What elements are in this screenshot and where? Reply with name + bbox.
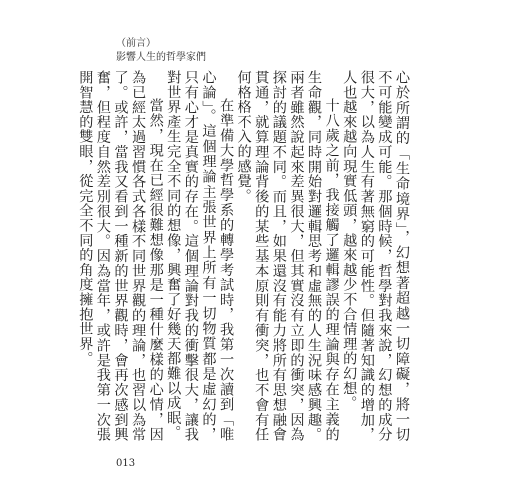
book-title: 影響人生的哲學家們: [116, 52, 206, 63]
body-text: [76, 70, 410, 442]
paragraph: 十八歲之前，我接觸了邏輯謬誤的理論與存在主義的生命觀，同時開始對邏輯思考和虛無的人生況味感興趣。兩者雖然說起來差異很大，但其實沒有立即的衝突，因為探討的議題不同。而且，如果還沒有能力將所有思想融會貫通，就算理論背後的某些基本原則有衝突，也不會有任何格格不入的感覺。: [235, 70, 340, 442]
section-label: （前言）: [116, 38, 156, 49]
page-number: 013: [116, 458, 136, 469]
paragraph: 當然，現在已經很難想像那是一種什麼樣的心情，因為已經太過習慣各式各樣不同世界觀的理論，也習以為常了。或許，當我又看到一種新的世界觀時，會再次感到興奮，但程度自然差別很大。因為當年，或許是我第一次張開智慧的雙眼，從完全不同的角度擁抱世界。: [77, 70, 164, 442]
paragraph: 在準備大學哲學系的轉學考試時，我第一次讀到「唯心論」。這個理論主張世界上所有一切物質都是虛幻的，只有心才是真實的存在。這個理論對我的衝擊很大，讓我對世界產生完全不同的想像，興奮了好幾天都難以成眠。: [165, 70, 235, 442]
running-header: [116, 37, 206, 65]
paragraph: 心於所謂的「生命境界」，幻想著超越一切障礙，將一切不可能變成可能。那個時候，哲學對我來說，幻想的成分很大，以為人生有著無窮的可能性。但隨著知識的增加，人也越來越向現實低頭，越來越少不合情理的幻想。: [341, 70, 410, 442]
